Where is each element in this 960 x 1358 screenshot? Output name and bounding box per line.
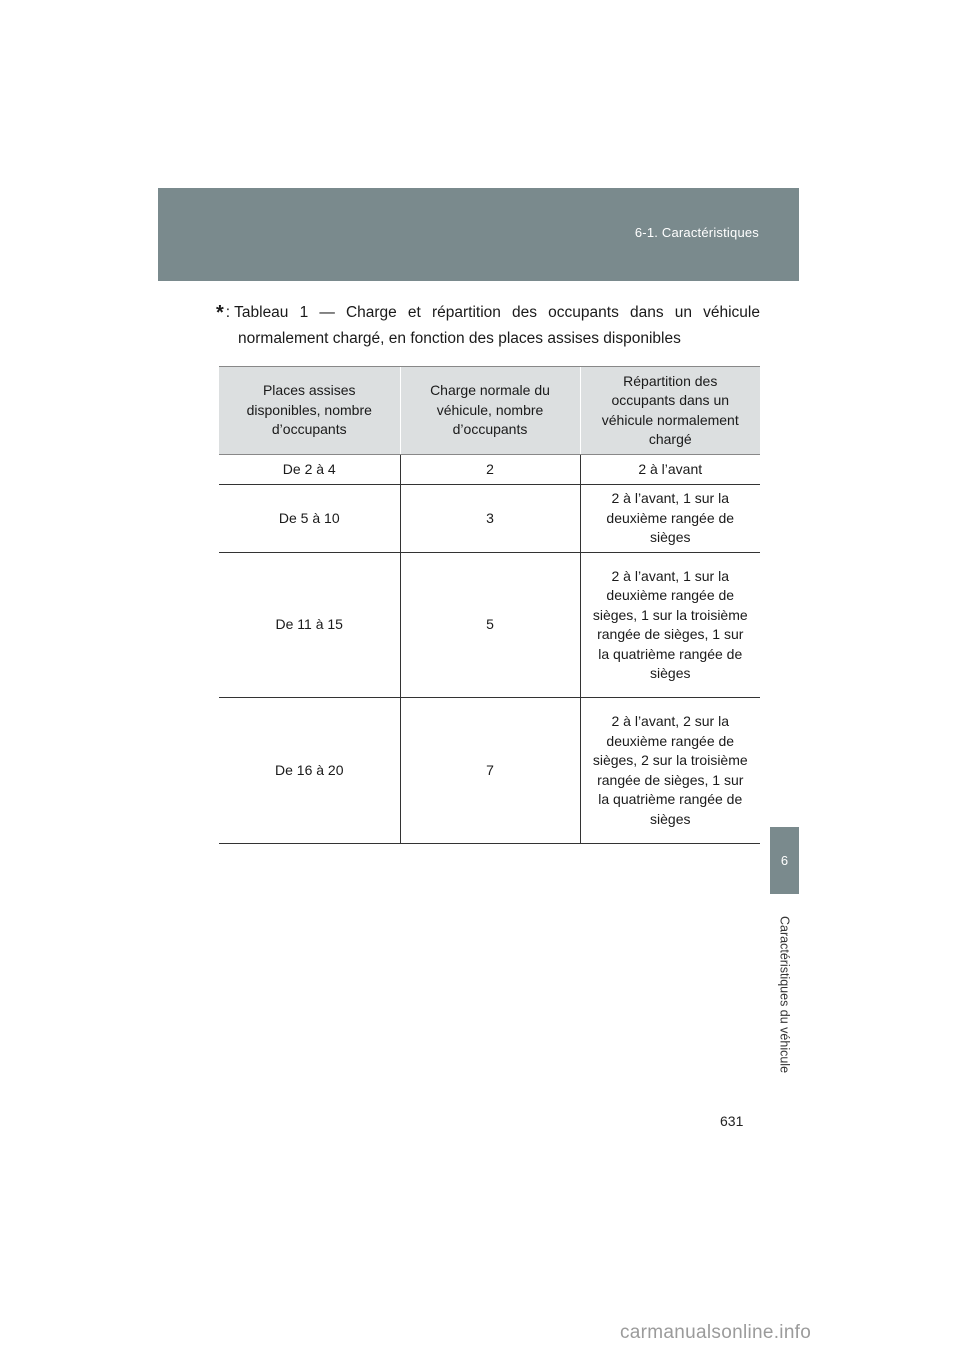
- cell-distribution: 2 à l’avant, 1 sur la deuxième rangée de sièges: [580, 485, 760, 553]
- page-number: 631: [720, 1113, 744, 1129]
- asterisk-marker: *: [216, 302, 224, 324]
- caption-word: occupants: [548, 304, 619, 321]
- table-row: [219, 553, 760, 698]
- caption-word: des: [512, 304, 538, 321]
- cell-seating: De 2 à 4: [219, 455, 400, 485]
- cell-seating: De 16 à 20: [219, 698, 400, 844]
- cell-seating: De 11 à 15: [219, 553, 400, 698]
- cell-load: 2: [400, 455, 580, 485]
- table-row: [219, 698, 760, 844]
- caption-word: véhicule: [703, 304, 760, 321]
- cell-seating: De 5 à 10: [219, 485, 400, 553]
- header-normal-load: Charge normale du véhicule, nombre d’occupants: [400, 367, 580, 455]
- caption-word: répartition: [431, 304, 501, 321]
- header-seating-capacity: Places assises disponibles, nombre d’occupants: [219, 367, 400, 455]
- caption-line-1: [216, 300, 760, 326]
- watermark: carmanualsonline.info: [620, 1322, 812, 1343]
- cell-distribution: 2 à l’avant: [580, 455, 760, 485]
- table-row: [219, 455, 760, 485]
- cell-load: 7: [400, 698, 580, 844]
- cell-load: 3: [400, 485, 580, 553]
- caption-word: dans: [629, 304, 664, 321]
- cell-distribution: 2 à l’avant, 1 sur la deuxième rangée de sièges, 1 sur la troisième rangée de sièges, 1 sur la quatrième rangée de sièges: [580, 553, 760, 698]
- caption-line-2: normalement chargé, en fonction des places assises disponibles: [238, 330, 681, 347]
- caption-word: et: [407, 304, 421, 321]
- table-row: [219, 485, 760, 553]
- header-distribution: Répartition des occupants dans un véhicule normalement chargé: [580, 367, 760, 455]
- section-title: 6-1. Caractéristiques: [634, 225, 759, 240]
- chapter-tab: 6: [770, 827, 799, 894]
- section-header-bar: [158, 188, 799, 281]
- cell-load: 5: [400, 553, 580, 698]
- caption-word: —: [319, 304, 335, 321]
- caption-word: 1: [299, 304, 309, 321]
- chapter-label: [770, 900, 799, 1090]
- table-header-row: [219, 367, 760, 455]
- table-caption: [216, 300, 760, 351]
- chapter-label-text: Caractéristiques du véhicule: [777, 916, 792, 1074]
- caption-word: Charge: [345, 304, 397, 321]
- cell-distribution: 2 à l’avant, 2 sur la deuxième rangée de sièges, 2 sur la troisième rangée de sièges, 1 sur la quatrième rangée de sièges: [580, 698, 760, 844]
- occupant-load-table: [219, 366, 760, 844]
- caption-word: un: [674, 304, 692, 321]
- caption-word: * : Tableau: [216, 302, 289, 324]
